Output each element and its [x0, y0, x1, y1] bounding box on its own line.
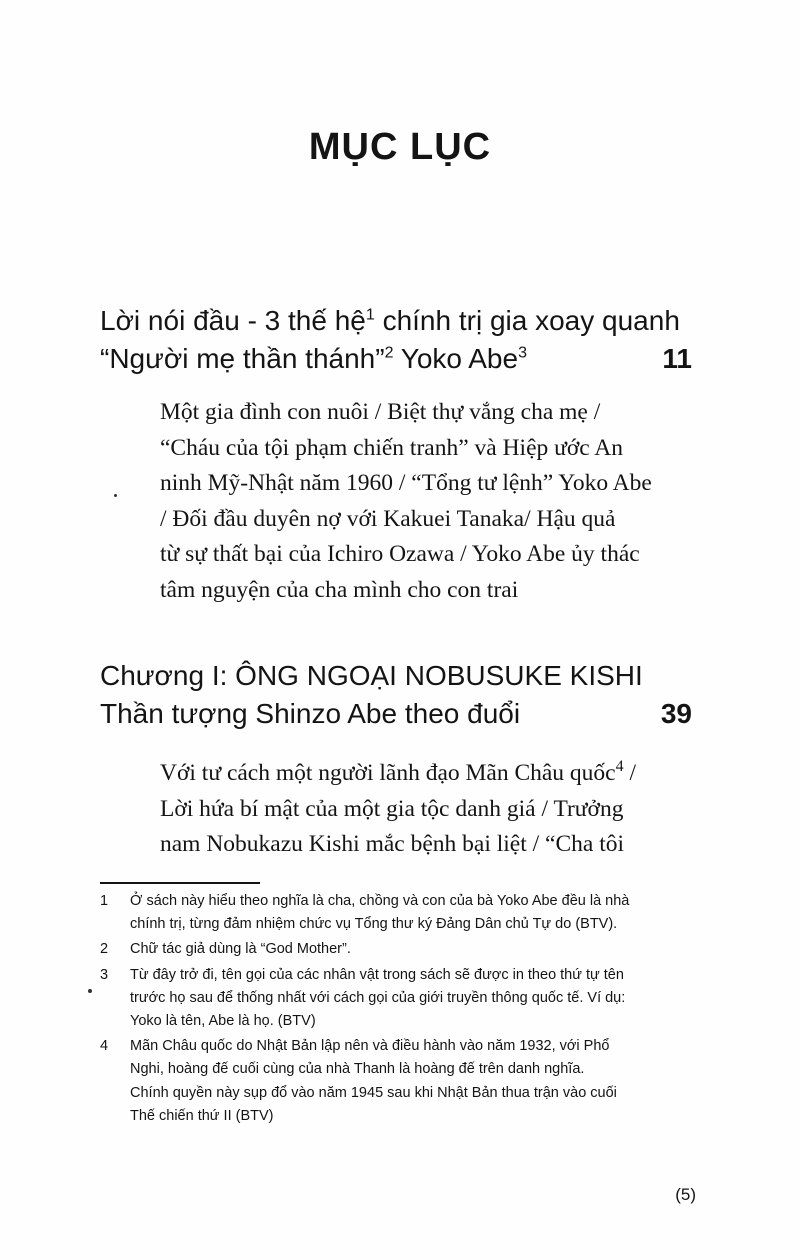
footnote	[100, 938, 700, 961]
footnote-number: 4	[100, 1038, 109, 1055]
footnote-text: Ở sách này hiểu theo nghĩa là cha, chồng và con của bà Yoko Abe đều là nhà chính trị, từng đảm nhiệm chức vụ Tổng thư ký Đảng Dân chủ Tự do (BTV).	[130, 893, 630, 933]
scan-speck	[88, 989, 92, 993]
footnote-ref: 3	[518, 344, 527, 362]
toc-entry-line	[100, 340, 692, 378]
scan-speck	[114, 494, 117, 497]
footnote-ref: 4	[615, 758, 624, 776]
toc-entry-title-line2: Thần tượng Shinzo Abe theo đuổi	[100, 698, 521, 729]
toc-entry-title-line2: “Người mẹ thần thánh”$^2$ Yoko Abe$^3$	[100, 343, 527, 374]
footnote-ref: 1	[365, 306, 375, 324]
toc-entry-title-line1: Lời nói đầu - 3 thế hệ$^1$ chính trị gia xoay quanh	[100, 305, 680, 336]
summary-line: nam Nobukazu Kishi mắc bệnh bại liệt / “Cha tôi	[160, 831, 625, 857]
footnote-text: Từ đây trở đi, tên gọi của các nhân vật trong sách sẽ được in theo thứ tự tên trước họ sau để thống nhất với cách gọi của giới truyền thông quốc tế. Ví dụ: Yoko là tên, Abe là họ. (BTV)	[130, 966, 626, 1030]
footnote-number: 2	[100, 941, 109, 958]
summary-line: tâm nguyện của cha mình cho con trai	[160, 576, 519, 603]
toc-entry-chapter-1	[100, 657, 692, 733]
summary-line: Với tư cách một người lãnh đạo Mãn Châu quốc$^4$ /	[160, 758, 637, 786]
footnote-number: 3	[100, 966, 109, 983]
summary-line: Lời hứa bí mật của một gia tộc danh giá / Trưởng	[160, 795, 624, 822]
summary-line: “Cháu của tội phạm chiến tranh” và Hiệp ước An	[160, 434, 624, 461]
summary-line: / Đối đầu duyên nợ với Kakuei Tanaka/ Hậu quả	[160, 505, 616, 532]
toc-page-number: 11	[662, 343, 692, 374]
footnote	[100, 964, 700, 1034]
toc-entry-line	[100, 695, 692, 733]
footnote	[100, 1035, 700, 1128]
summary-line: từ sự thất bại của Ichiro Ozawa / Yoko Abe ủy thác	[160, 541, 640, 567]
toc-entry-summary	[160, 756, 695, 863]
footnote	[100, 890, 700, 936]
toc-entry-summary	[160, 395, 695, 608]
summary-line: Một gia đình con nuôi / Biệt thự vắng cha mẹ /	[160, 399, 601, 425]
footnote-text: Mãn Châu quốc do Nhật Bản lập nên và điều hành vào năm 1932, với Phổ Nghi, hoàng đế cuối cùng của nhà Thanh là hoàng đế trên danh nghĩa. Chính quyền này sụp đổ vào năm 1945 sau khi Nhật Bản thua trận vào cuối Thế chiến thứ II (BTV)	[130, 1038, 617, 1124]
footnote-number: 1	[100, 893, 109, 909]
page-number: (5)	[675, 1185, 696, 1204]
toc-page-number: 39	[660, 698, 692, 729]
toc-entry-line	[100, 302, 692, 340]
page-title: MỤC LỤC	[308, 126, 492, 168]
toc-entry-preface	[100, 302, 692, 378]
toc-entry-line	[100, 657, 692, 695]
footnote-ref: 2	[384, 344, 394, 362]
footnote-text: Chữ tác giả dùng là “God Mother”.	[130, 941, 351, 958]
summary-line: ninh Mỹ-Nhật năm 1960 / “Tổng tư lệnh” Yoko Abe	[160, 470, 652, 496]
footnote-divider	[100, 882, 260, 884]
toc-entry-title-line1: Chương I: ÔNG NGOẠI NOBUSUKE KISHI	[100, 660, 643, 691]
footnotes	[100, 890, 700, 1130]
